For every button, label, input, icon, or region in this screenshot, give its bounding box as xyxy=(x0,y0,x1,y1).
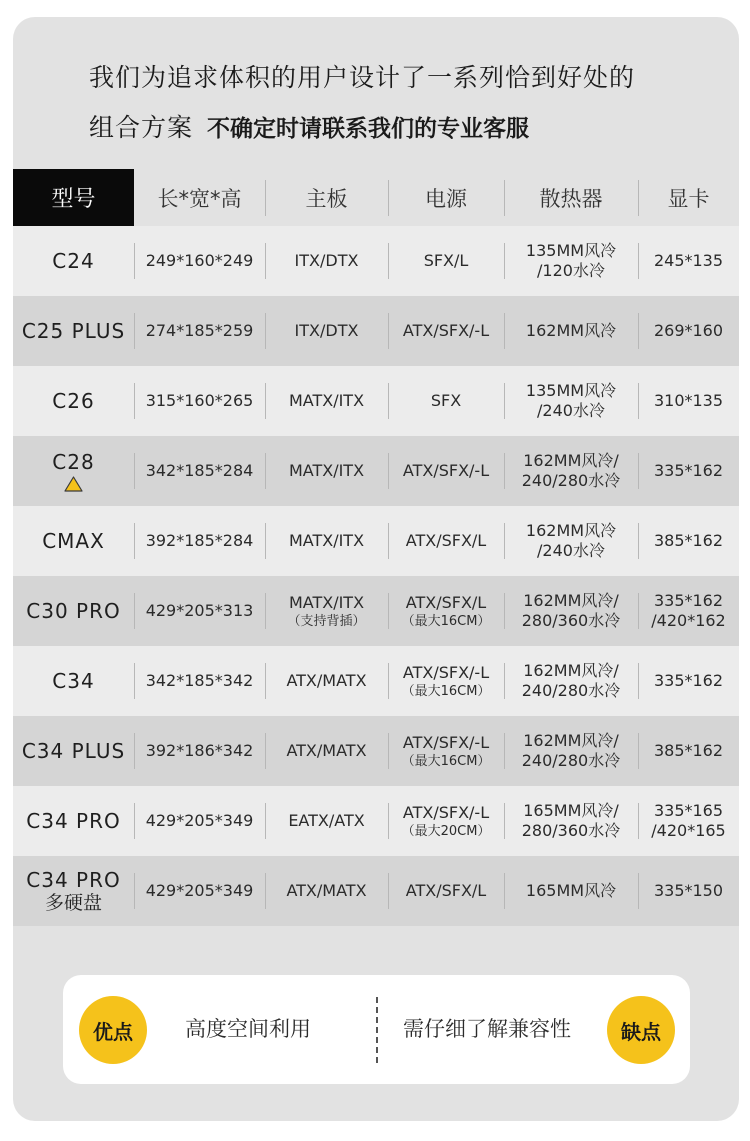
dimensions-cell xyxy=(134,296,265,366)
gpu-cell xyxy=(638,856,739,926)
psu-note: （最大16CM） xyxy=(401,753,491,769)
motherboard-value: ATX/MATX xyxy=(286,671,367,690)
gpu-cell xyxy=(638,296,739,366)
model-cell xyxy=(13,716,134,786)
table-row xyxy=(13,506,739,576)
psu-cell xyxy=(388,366,504,436)
gpu-cell xyxy=(638,366,739,436)
cooler-value: 162MM风冷/ xyxy=(523,661,619,680)
table-row xyxy=(13,856,739,926)
cooler-value-line2: /240水冷 xyxy=(537,541,605,560)
dimensions-value: 342*185*284 xyxy=(145,461,254,480)
header-dimensions: 长*宽*高 xyxy=(157,186,242,211)
gpu-value: 335*165 xyxy=(653,801,724,820)
motherboard-value: ITX/DTX xyxy=(294,321,359,340)
model-cell xyxy=(13,786,134,856)
dashed-divider xyxy=(376,997,378,1063)
headline-bold-text: 不确定时请联系我们的专业客服 xyxy=(207,116,530,142)
model-name: C24 xyxy=(52,249,95,273)
cooler-cell xyxy=(504,506,638,576)
cooler-value-line2: /120水冷 xyxy=(537,261,605,280)
dimensions-cell xyxy=(134,716,265,786)
dimensions-cell xyxy=(134,506,265,576)
header-model: 型号 xyxy=(13,169,134,226)
cooler-cell xyxy=(504,226,638,296)
dimensions-value: 429*205*349 xyxy=(145,811,254,830)
cooler-cell xyxy=(504,646,638,716)
header-cooler: 散热器 xyxy=(504,169,638,226)
headline-normal-text: 组合方案 xyxy=(89,113,194,142)
cooler-value-line2: 280/360水冷 xyxy=(521,821,621,840)
motherboard-value: MATX/ITX xyxy=(288,391,365,410)
model-name: C34 PLUS xyxy=(21,739,126,763)
cooler-value-line2: 280/360水冷 xyxy=(521,611,621,630)
cooler-value: 135MM风冷 xyxy=(525,381,617,400)
gpu-value: 335*162 xyxy=(653,671,724,690)
dimensions-value: 249*160*249 xyxy=(145,251,254,270)
dimensions-cell xyxy=(134,436,265,506)
gpu-cell xyxy=(638,226,739,296)
gpu-cell xyxy=(638,506,739,576)
psu-value: SFX/L xyxy=(423,251,469,270)
cooler-cell xyxy=(504,296,638,366)
motherboard-cell xyxy=(265,506,388,576)
model-name: C34 xyxy=(52,669,95,693)
psu-cell xyxy=(388,506,504,576)
gpu-value: 269*160 xyxy=(653,321,724,340)
cooler-value: 162MM风冷 xyxy=(525,521,617,540)
cooler-value: 162MM风冷/ xyxy=(523,451,619,470)
psu-value: ATX/SFX/L xyxy=(405,592,487,612)
cooler-value: 165MM风冷/ xyxy=(523,801,619,820)
psu-note: （最大16CM） xyxy=(401,683,491,699)
motherboard-value: MATX/ITX xyxy=(288,461,365,480)
psu-cell xyxy=(388,296,504,366)
cons-text: 需仔细了解兼容性 xyxy=(403,1017,571,1041)
table-row xyxy=(13,226,739,296)
gpu-value: 335*162 xyxy=(653,591,724,610)
cooler-value: 135MM风冷 xyxy=(525,241,617,260)
dimensions-cell xyxy=(134,786,265,856)
psu-cell xyxy=(388,856,504,926)
model-name: C25 PLUS xyxy=(21,319,126,343)
motherboard-cell xyxy=(265,786,388,856)
warning-triangle-icon xyxy=(64,476,83,492)
gpu-value-line2: /420*165 xyxy=(651,821,726,840)
dimensions-value: 274*185*259 xyxy=(145,321,254,340)
psu-cell xyxy=(388,226,504,296)
gpu-value: 385*162 xyxy=(653,741,724,760)
cooler-value: 162MM风冷/ xyxy=(523,731,619,750)
model-cell xyxy=(13,506,134,576)
table-row xyxy=(13,576,739,646)
cooler-cell xyxy=(504,786,638,856)
psu-value: ATX/SFX/-L xyxy=(402,461,490,480)
psu-cell xyxy=(388,716,504,786)
model-cell xyxy=(13,296,134,366)
motherboard-value: MATX/ITX xyxy=(288,592,365,612)
gpu-cell xyxy=(638,716,739,786)
dimensions-cell xyxy=(134,646,265,716)
cooler-value: 162MM风冷/ xyxy=(523,591,619,610)
model-cell xyxy=(13,366,134,436)
dimensions-cell xyxy=(134,856,265,926)
dimensions-value: 429*205*313 xyxy=(145,601,254,620)
gpu-value-line2: /420*162 xyxy=(651,611,726,630)
cooler-value-line2: 240/280水冷 xyxy=(521,471,621,490)
psu-value: SFX xyxy=(430,391,462,410)
gpu-cell xyxy=(638,436,739,506)
model-cell xyxy=(13,646,134,716)
motherboard-cell xyxy=(265,226,388,296)
motherboard-value: EATX/ATX xyxy=(288,811,365,830)
cooler-cell xyxy=(504,436,638,506)
psu-cell xyxy=(388,576,504,646)
gpu-cell xyxy=(638,646,739,716)
dimensions-value: 315*160*265 xyxy=(145,391,254,410)
headline xyxy=(89,61,719,145)
table-row xyxy=(13,716,739,786)
pros-text: 高度空间利用 xyxy=(185,1017,311,1041)
motherboard-cell xyxy=(265,366,388,436)
cooler-value: 162MM风冷 xyxy=(525,321,617,340)
headline-line1: 我们为追求体积的用户设计了一系列恰到好处的 xyxy=(89,63,636,92)
dimensions-cell xyxy=(134,226,265,296)
gpu-value: 245*135 xyxy=(653,251,724,270)
dimensions-value: 429*205*349 xyxy=(145,881,254,900)
motherboard-cell xyxy=(265,296,388,366)
psu-value: ATX/SFX/L xyxy=(405,531,487,550)
cooler-cell xyxy=(504,716,638,786)
model-subtitle: 多硬盘 xyxy=(44,892,102,914)
pros-cons-panel xyxy=(63,975,690,1084)
psu-value: ATX/SFX/-L xyxy=(402,802,490,822)
model-name: C28 xyxy=(52,450,95,474)
dimensions-value: 392*186*342 xyxy=(145,741,254,760)
psu-value: ATX/SFX/-L xyxy=(402,662,490,682)
model-name: CMAX xyxy=(42,529,105,553)
table-row xyxy=(13,646,739,716)
psu-value: ATX/SFX/L xyxy=(405,881,487,900)
gpu-value: 385*162 xyxy=(653,531,724,550)
gpu-value: 335*162 xyxy=(653,461,724,480)
cooler-value-line2: 240/280水冷 xyxy=(521,681,621,700)
psu-note: （最大20CM） xyxy=(401,823,491,839)
motherboard-cell xyxy=(265,646,388,716)
header-psu: 电源 xyxy=(388,169,504,226)
motherboard-cell xyxy=(265,436,388,506)
cooler-cell xyxy=(504,856,638,926)
cooler-cell xyxy=(504,366,638,436)
model-cell xyxy=(13,226,134,296)
headline-line2 xyxy=(89,111,719,145)
motherboard-note: （支持背插） xyxy=(287,613,366,629)
gpu-value: 310*135 xyxy=(653,391,724,410)
motherboard-value: ATX/MATX xyxy=(286,881,367,900)
model-cell xyxy=(13,576,134,646)
model-name: C34 PRO xyxy=(26,868,121,892)
cooler-cell xyxy=(504,576,638,646)
model-name: C26 xyxy=(52,389,95,413)
dimensions-value: 342*185*342 xyxy=(145,671,254,690)
psu-value: ATX/SFX/-L xyxy=(402,321,490,340)
gpu-cell xyxy=(638,576,739,646)
motherboard-cell xyxy=(265,856,388,926)
motherboard-cell xyxy=(265,716,388,786)
psu-cell xyxy=(388,786,504,856)
table-header-row xyxy=(13,169,739,226)
model-cell xyxy=(13,436,134,506)
cooler-value: 165MM风冷 xyxy=(525,881,617,900)
table-row xyxy=(13,296,739,366)
cooler-value-line2: 240/280水冷 xyxy=(521,751,621,770)
table-row xyxy=(13,436,739,506)
dimensions-cell xyxy=(134,366,265,436)
model-cell xyxy=(13,856,134,926)
header-motherboard: 主板 xyxy=(265,169,388,226)
psu-value: ATX/SFX/-L xyxy=(402,732,490,752)
dimensions-value: 392*185*284 xyxy=(145,531,254,550)
header-gpu: 显卡 xyxy=(638,169,739,226)
gpu-value: 335*150 xyxy=(653,881,724,900)
model-name: C34 PRO xyxy=(26,809,121,833)
compatibility-table xyxy=(13,169,739,926)
table-row xyxy=(13,366,739,436)
cooler-value-line2: /240水冷 xyxy=(537,401,605,420)
cons-badge: 缺点 xyxy=(607,996,675,1064)
psu-note: （最大16CM） xyxy=(401,613,491,629)
model-name: C30 PRO xyxy=(26,599,121,623)
dimensions-cell xyxy=(134,576,265,646)
table-row xyxy=(13,786,739,856)
psu-cell xyxy=(388,436,504,506)
pros-badge: 优点 xyxy=(79,996,147,1064)
motherboard-value: MATX/ITX xyxy=(288,531,365,550)
gpu-cell xyxy=(638,786,739,856)
motherboard-value: ITX/DTX xyxy=(294,251,359,270)
motherboard-cell xyxy=(265,576,388,646)
spec-card xyxy=(13,17,739,1121)
psu-cell xyxy=(388,646,504,716)
motherboard-value: ATX/MATX xyxy=(286,741,367,760)
